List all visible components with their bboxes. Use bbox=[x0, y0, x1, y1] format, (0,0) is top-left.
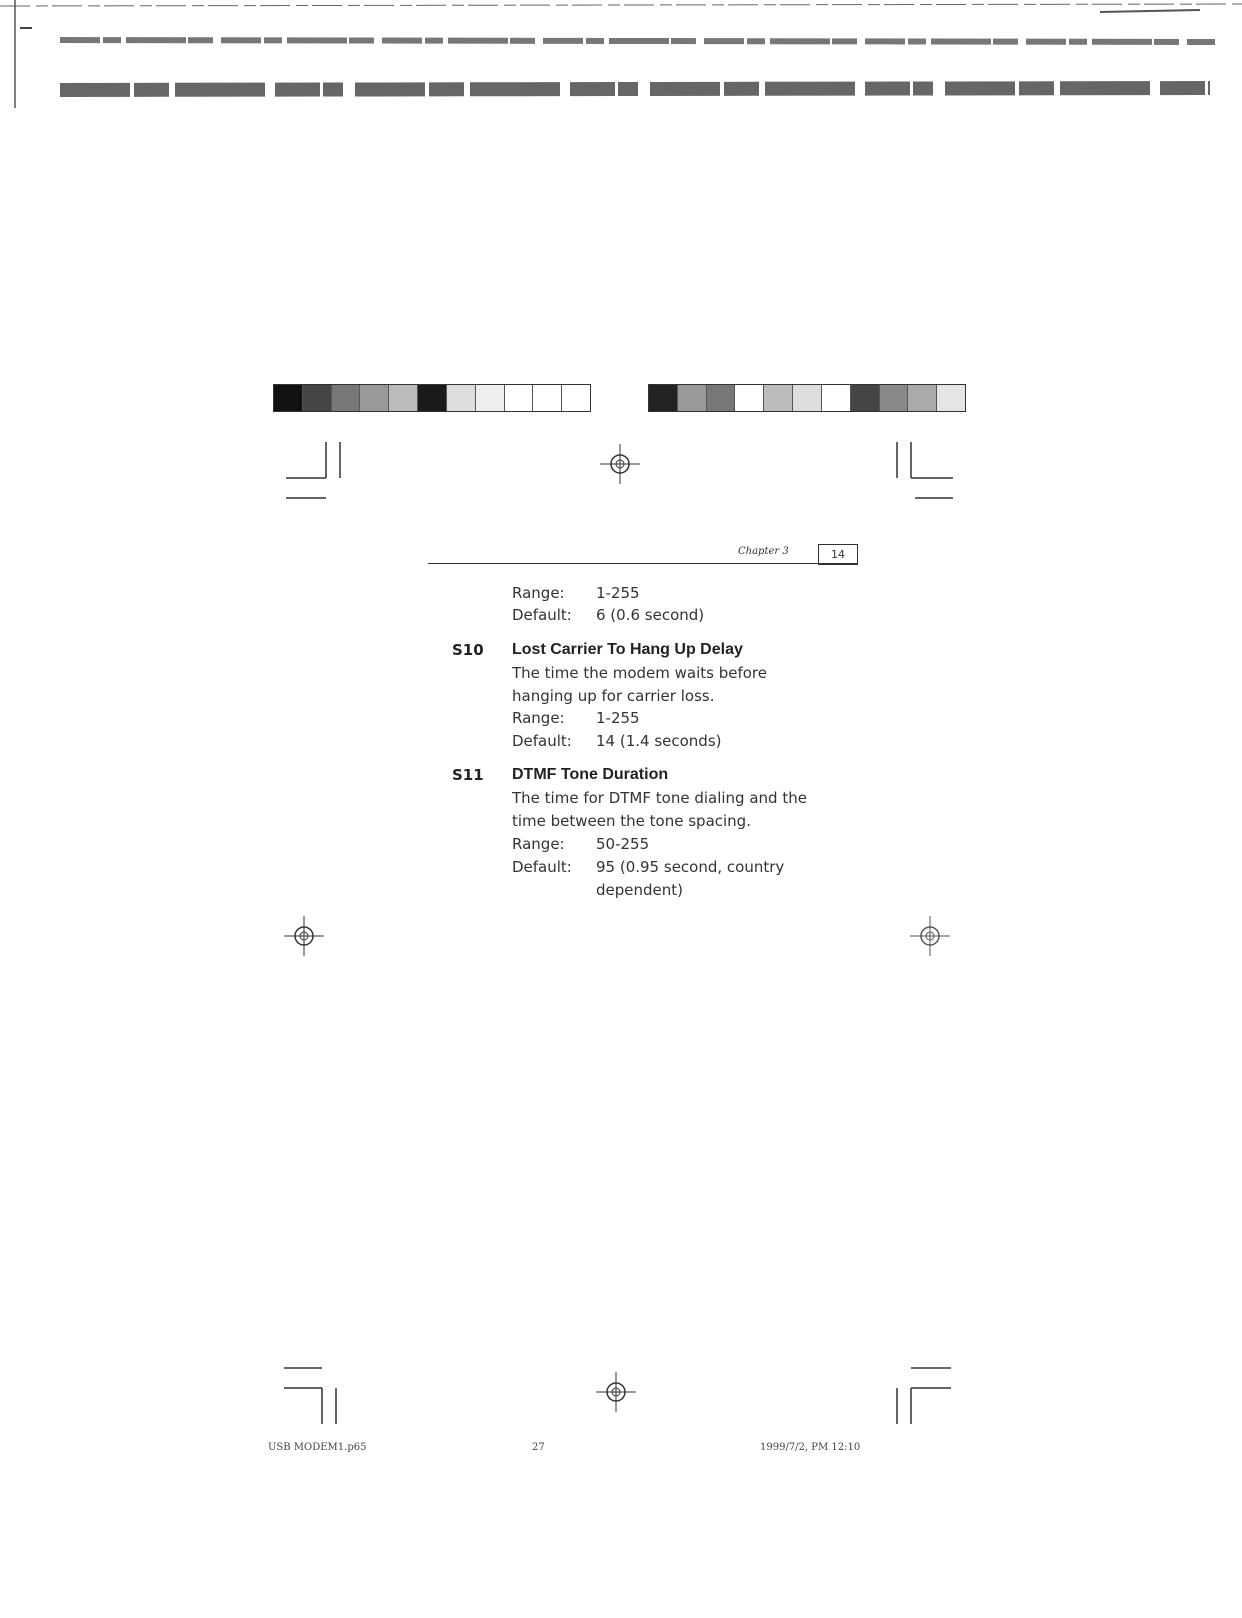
default-value: 14 (1.4 seconds) bbox=[596, 732, 722, 750]
registration-target-icon bbox=[596, 1372, 636, 1412]
crop-mark-top-right bbox=[895, 440, 955, 500]
registration-colorbar-right bbox=[648, 384, 966, 412]
registration-target-icon bbox=[910, 916, 950, 956]
register-title: Lost Carrier To Hang Up Delay bbox=[512, 641, 743, 658]
footer-date: 1999/7/2, PM 12:10 bbox=[760, 1442, 861, 1453]
default-label: Default: bbox=[512, 606, 572, 624]
footer-page: 27 bbox=[532, 1442, 545, 1453]
range-value: 1-255 bbox=[596, 709, 640, 727]
default-value: 6 (0.6 second) bbox=[596, 606, 705, 624]
registration-colorbar-left bbox=[273, 384, 591, 412]
range-label: Range: bbox=[512, 835, 565, 853]
register-description: The time the modem waits before bbox=[512, 664, 767, 682]
range-label: Range: bbox=[512, 709, 565, 727]
range-value: 1-255 bbox=[596, 584, 640, 602]
default-value: dependent) bbox=[596, 881, 683, 899]
range-label: Range: bbox=[512, 584, 565, 602]
crop-mark-bottom-left bbox=[284, 1366, 344, 1426]
crop-mark-top-left bbox=[286, 440, 346, 500]
registration-target-icon bbox=[600, 444, 640, 484]
register-description: hanging up for carrier loss. bbox=[512, 687, 715, 705]
default-label: Default: bbox=[512, 858, 572, 876]
footer-filename: USB MODEM1.p65 bbox=[268, 1442, 367, 1453]
register-title: DTMF Tone Duration bbox=[512, 766, 669, 783]
register-description: The time for DTMF tone dialing and the bbox=[512, 789, 807, 807]
register-description: time between the tone spacing. bbox=[512, 812, 751, 830]
register-id: S11 bbox=[452, 766, 484, 784]
range-value: 50-255 bbox=[596, 835, 650, 853]
chapter-label: Chapter 3 bbox=[738, 546, 789, 557]
page-number: 14 bbox=[818, 544, 858, 565]
scan-noise-header bbox=[0, 0, 1242, 110]
default-label: Default: bbox=[512, 732, 572, 750]
registration-target-icon bbox=[284, 916, 324, 956]
register-id: S10 bbox=[452, 641, 484, 659]
header-rule bbox=[428, 563, 858, 564]
crop-mark-bottom-right bbox=[893, 1366, 953, 1426]
default-value: 95 (0.95 second, country bbox=[596, 858, 785, 876]
